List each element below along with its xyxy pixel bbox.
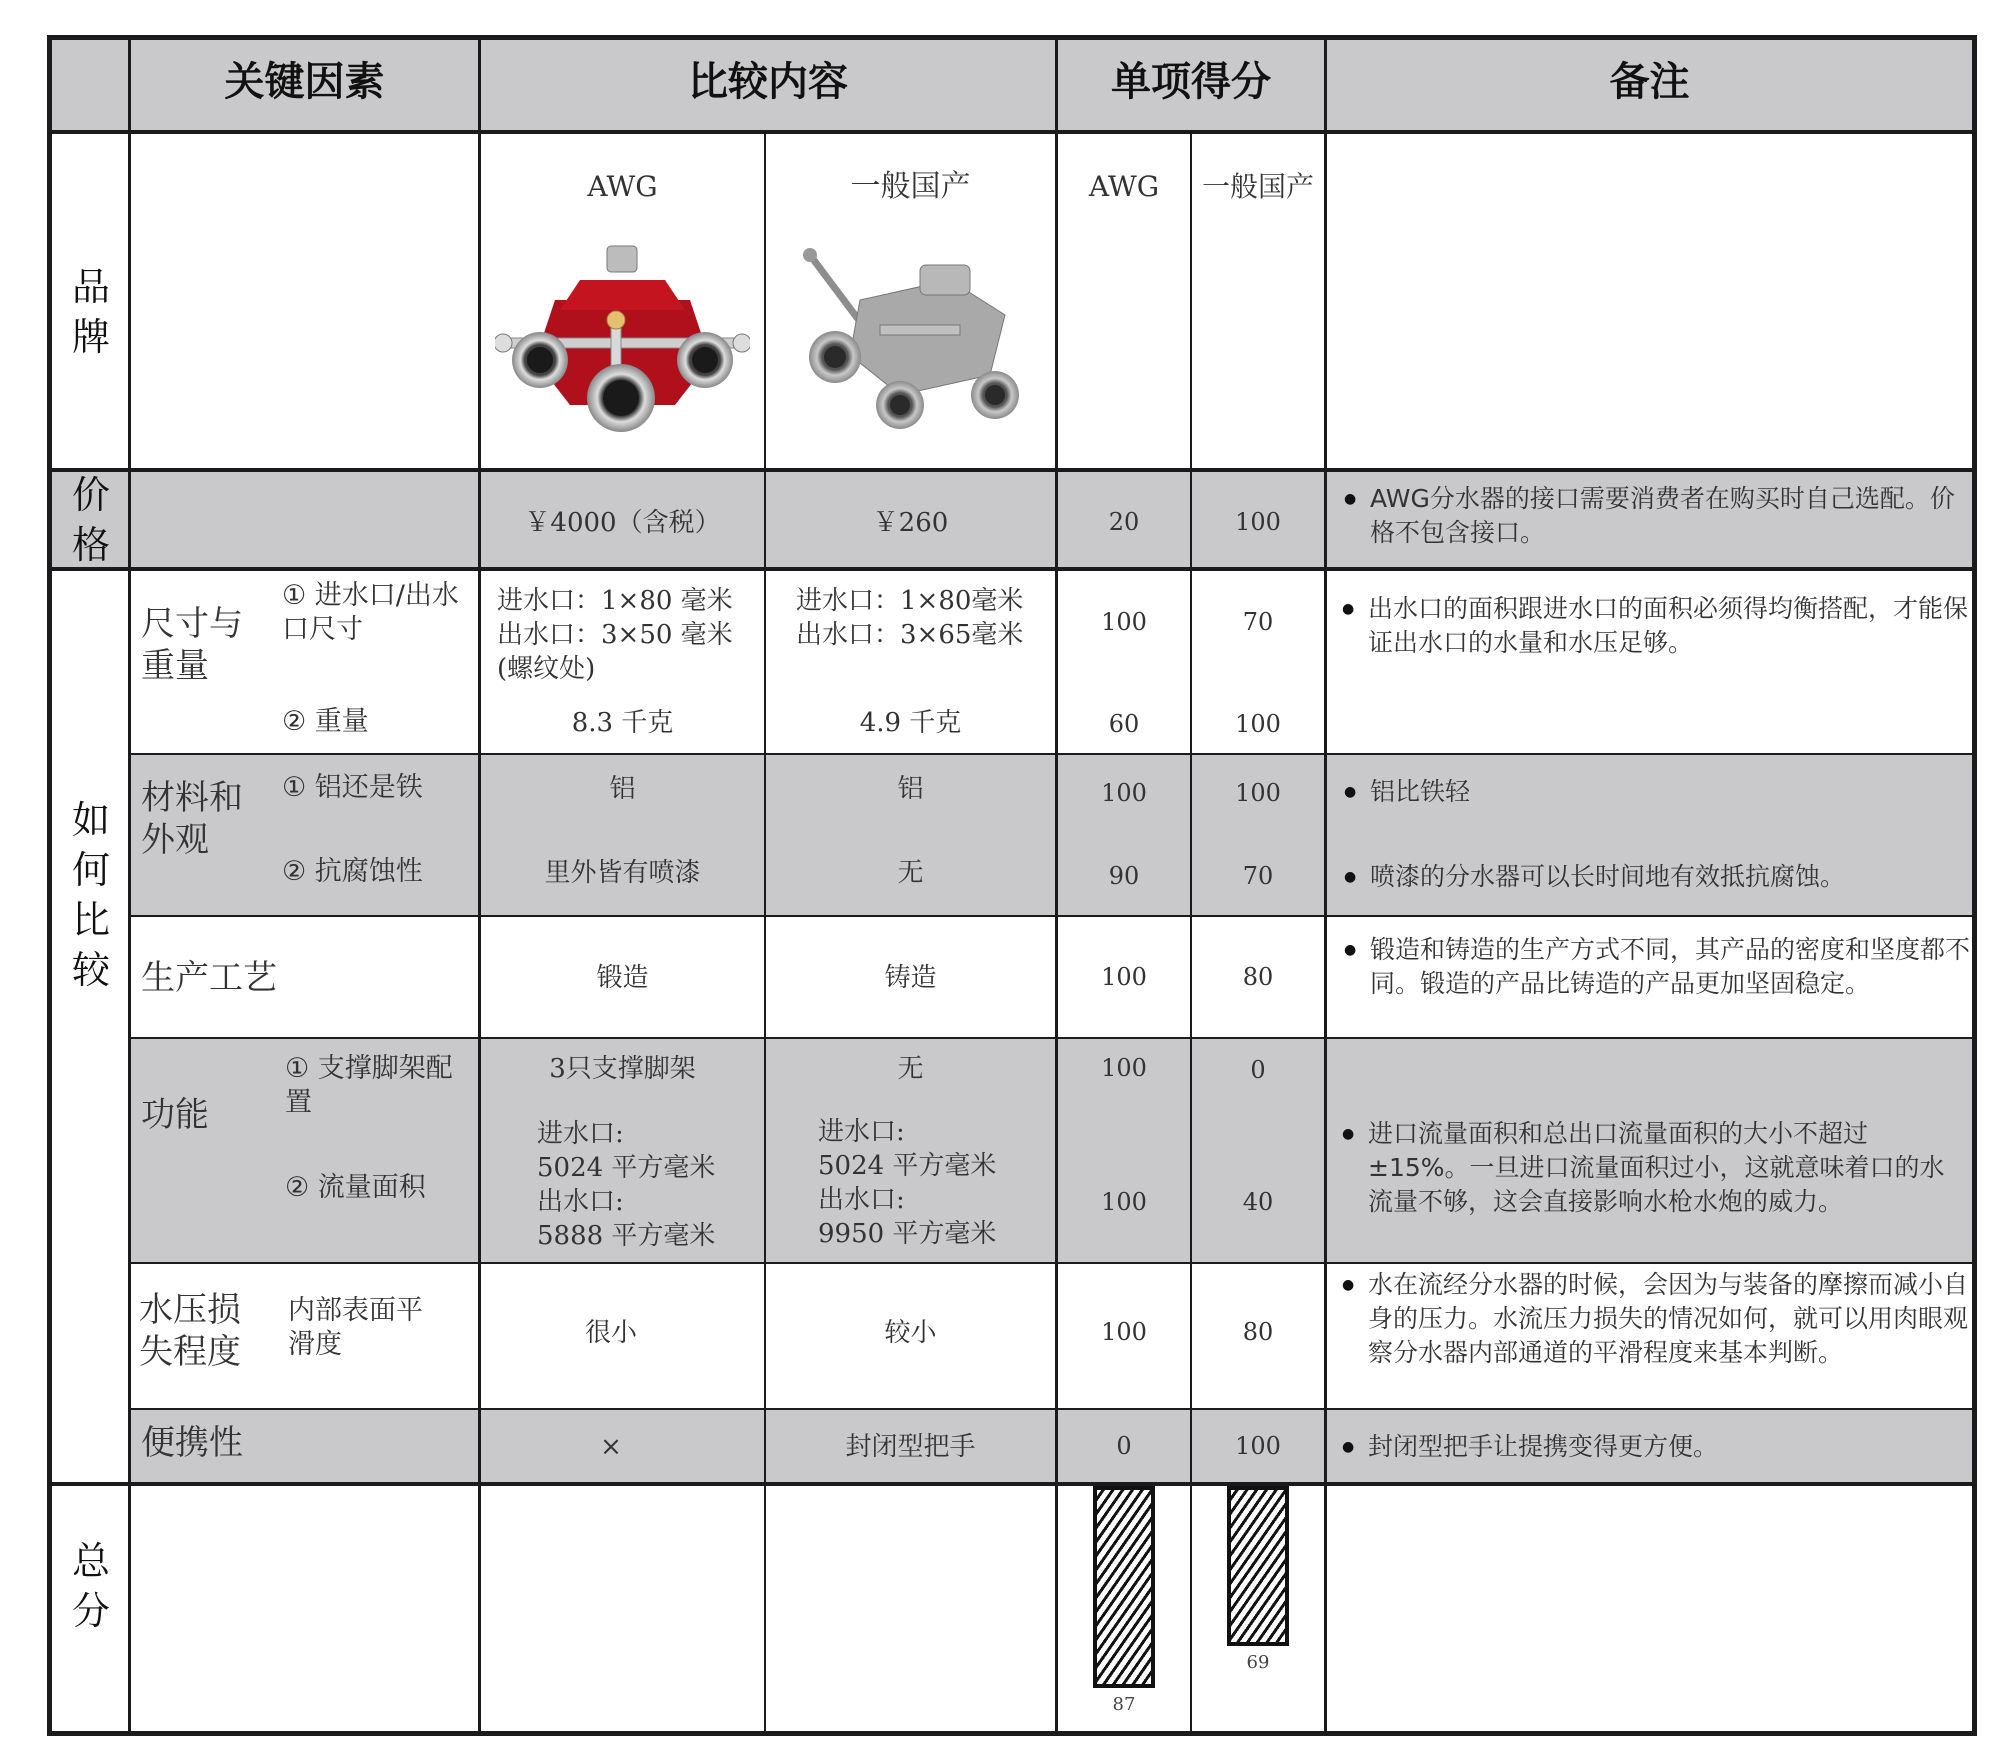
size-score-awg-1: 100	[1101, 608, 1147, 636]
function-awg-1: 3只支撑脚架	[549, 1054, 696, 1084]
material-score-awg-1: 100	[1101, 779, 1147, 807]
key-size-weight: 尺寸与重量	[141, 604, 243, 686]
domestic-product-image	[790, 245, 1030, 430]
size-awg-spec: 进水口：1×80 毫米 出水口：3×50 毫米 (螺纹处)	[497, 586, 733, 684]
brand-awg-label: AWG	[587, 170, 658, 203]
pressure-awg: 很小	[584, 1318, 637, 1348]
awg-product-image	[495, 240, 750, 440]
material-score-domestic-2: 70	[1242, 862, 1274, 890]
sub-weight: ② 重量	[282, 706, 369, 737]
pressure-score-domestic: 80	[1242, 1318, 1274, 1346]
portability-score-awg: 0	[1116, 1432, 1132, 1460]
function-domestic-2: 进水口: 5024 平方毫米 出水口: 9950 平方毫米	[818, 1117, 997, 1249]
header-key-factor: 关键因素	[224, 59, 385, 105]
material-score-domestic-1: 100	[1235, 779, 1281, 807]
material-domestic-1: 铝	[897, 774, 924, 804]
header-item-score: 单项得分	[1111, 59, 1271, 105]
material-domestic-2: 无	[897, 858, 924, 888]
process-domestic: 铸造	[884, 963, 937, 993]
material-note-2: ● 喷漆的分水器可以长时间地有效抵抗腐蚀。	[1340, 860, 1990, 894]
pressure-domestic: 较小	[884, 1318, 937, 1348]
material-note-1: ● 铝比铁轻	[1340, 775, 1990, 809]
function-score-domestic-1: 0	[1250, 1056, 1266, 1084]
brand-domestic-label: 一般国产	[850, 169, 971, 204]
function-score-domestic-2: 40	[1242, 1188, 1274, 1216]
process-score-domestic: 80	[1242, 963, 1274, 991]
function-score-awg-2: 100	[1101, 1188, 1147, 1216]
key-function: 功能	[141, 1095, 209, 1135]
portability-note: ● 封闭型把手让提携变得更方便。	[1338, 1430, 1988, 1464]
category-brand: 品牌	[71, 265, 110, 359]
process-awg: 锻造	[596, 963, 649, 993]
portability-domestic: 封闭型把手	[845, 1432, 976, 1462]
material-score-awg-2: 90	[1108, 862, 1140, 890]
function-domestic-1: 无	[897, 1054, 924, 1084]
total-bar-label-awg: 87	[1112, 1694, 1136, 1715]
portability-score-domestic: 100	[1235, 1432, 1281, 1460]
sub-flow-area: ② 流量面积	[285, 1172, 426, 1203]
price-score-domestic: 100	[1235, 508, 1281, 536]
key-production-process: 生产工艺	[141, 958, 277, 998]
function-note: ● 进口流量面积和总出口流量面积的大小不超过±15%。一旦进口流量面积过小，这就意味着口的水流量不够，这会直接影响水枪水炮的威力。	[1338, 1117, 1968, 1219]
price-domestic: ￥260	[872, 508, 949, 538]
price-awg: ￥4000（含税）	[524, 508, 721, 538]
process-note: ● 锻造和铸造的生产方式不同，其产品的密度和坚度都不同。锻造的产品比铸造的产品更加坚固稳定。	[1340, 933, 1970, 1001]
key-pressure-loss: 水压损失程度	[139, 1290, 241, 1372]
pressure-score-awg: 100	[1101, 1318, 1147, 1346]
material-awg-2: 里外皆有喷漆	[544, 858, 701, 888]
total-bar-awg	[1093, 1486, 1155, 1688]
category-price: 价格	[71, 473, 110, 567]
size-note: ● 出水口的面积跟进水口的面积必须得均衡搭配，才能保证出水口的水量和水压足够。	[1338, 592, 1988, 660]
size-score-awg-2: 60	[1108, 710, 1140, 738]
portability-awg: ×	[600, 1432, 622, 1462]
sub-corrosion-resistance: ② 抗腐蚀性	[282, 856, 423, 887]
category-total: 总分	[71, 1539, 110, 1633]
material-awg-1: 铝	[609, 774, 636, 804]
function-score-awg-1: 100	[1101, 1054, 1147, 1082]
total-bar-label-domestic: 69	[1246, 1652, 1270, 1673]
category-how-to-compare: 如何比较	[71, 798, 110, 992]
size-domestic-spec: 进水口：1×80毫米 出水口：3×65毫米	[796, 586, 1024, 650]
key-material-appearance: 材料和外观	[141, 778, 243, 860]
score-awg-label: AWG	[1088, 170, 1160, 203]
header-notes: 备注	[1609, 59, 1690, 105]
function-awg-2: 进水口: 5024 平方毫米 出水口: 5888 平方毫米	[537, 1119, 716, 1251]
process-score-awg: 100	[1101, 963, 1147, 991]
score-domestic-label: 一般国产	[1201, 170, 1314, 203]
sub-support-legs: ① 支撑脚架配置	[285, 1053, 453, 1118]
sub-inner-surface-smoothness: 内部表面平滑度	[288, 1295, 423, 1360]
size-awg-weight: 8.3 千克	[571, 708, 674, 738]
size-score-domestic-2: 100	[1235, 710, 1281, 738]
price-note: ● AWG分水器的接口需要消费者在购买时自己选配。价格不包含接口。	[1340, 482, 1960, 550]
price-score-awg: 20	[1108, 508, 1140, 536]
sub-aluminum-or-iron: ① 铝还是铁	[282, 772, 423, 803]
sub-inlet-outlet-size: ① 进水口/出水口尺寸	[282, 580, 459, 645]
size-score-domestic-1: 70	[1242, 608, 1274, 636]
header-compare-content: 比较内容	[688, 59, 848, 105]
pressure-note: ● 水在流经分水器的时候，会因为与装备的摩擦而减小自身的压力。水流压力损失的情况如何，就可以用肉眼观察分水器内部通道的平滑程度来基本判断。	[1338, 1268, 1988, 1370]
size-domestic-weight: 4.9 千克	[859, 708, 962, 738]
key-portability: 便携性	[141, 1423, 243, 1463]
total-bar-domestic	[1227, 1486, 1289, 1646]
